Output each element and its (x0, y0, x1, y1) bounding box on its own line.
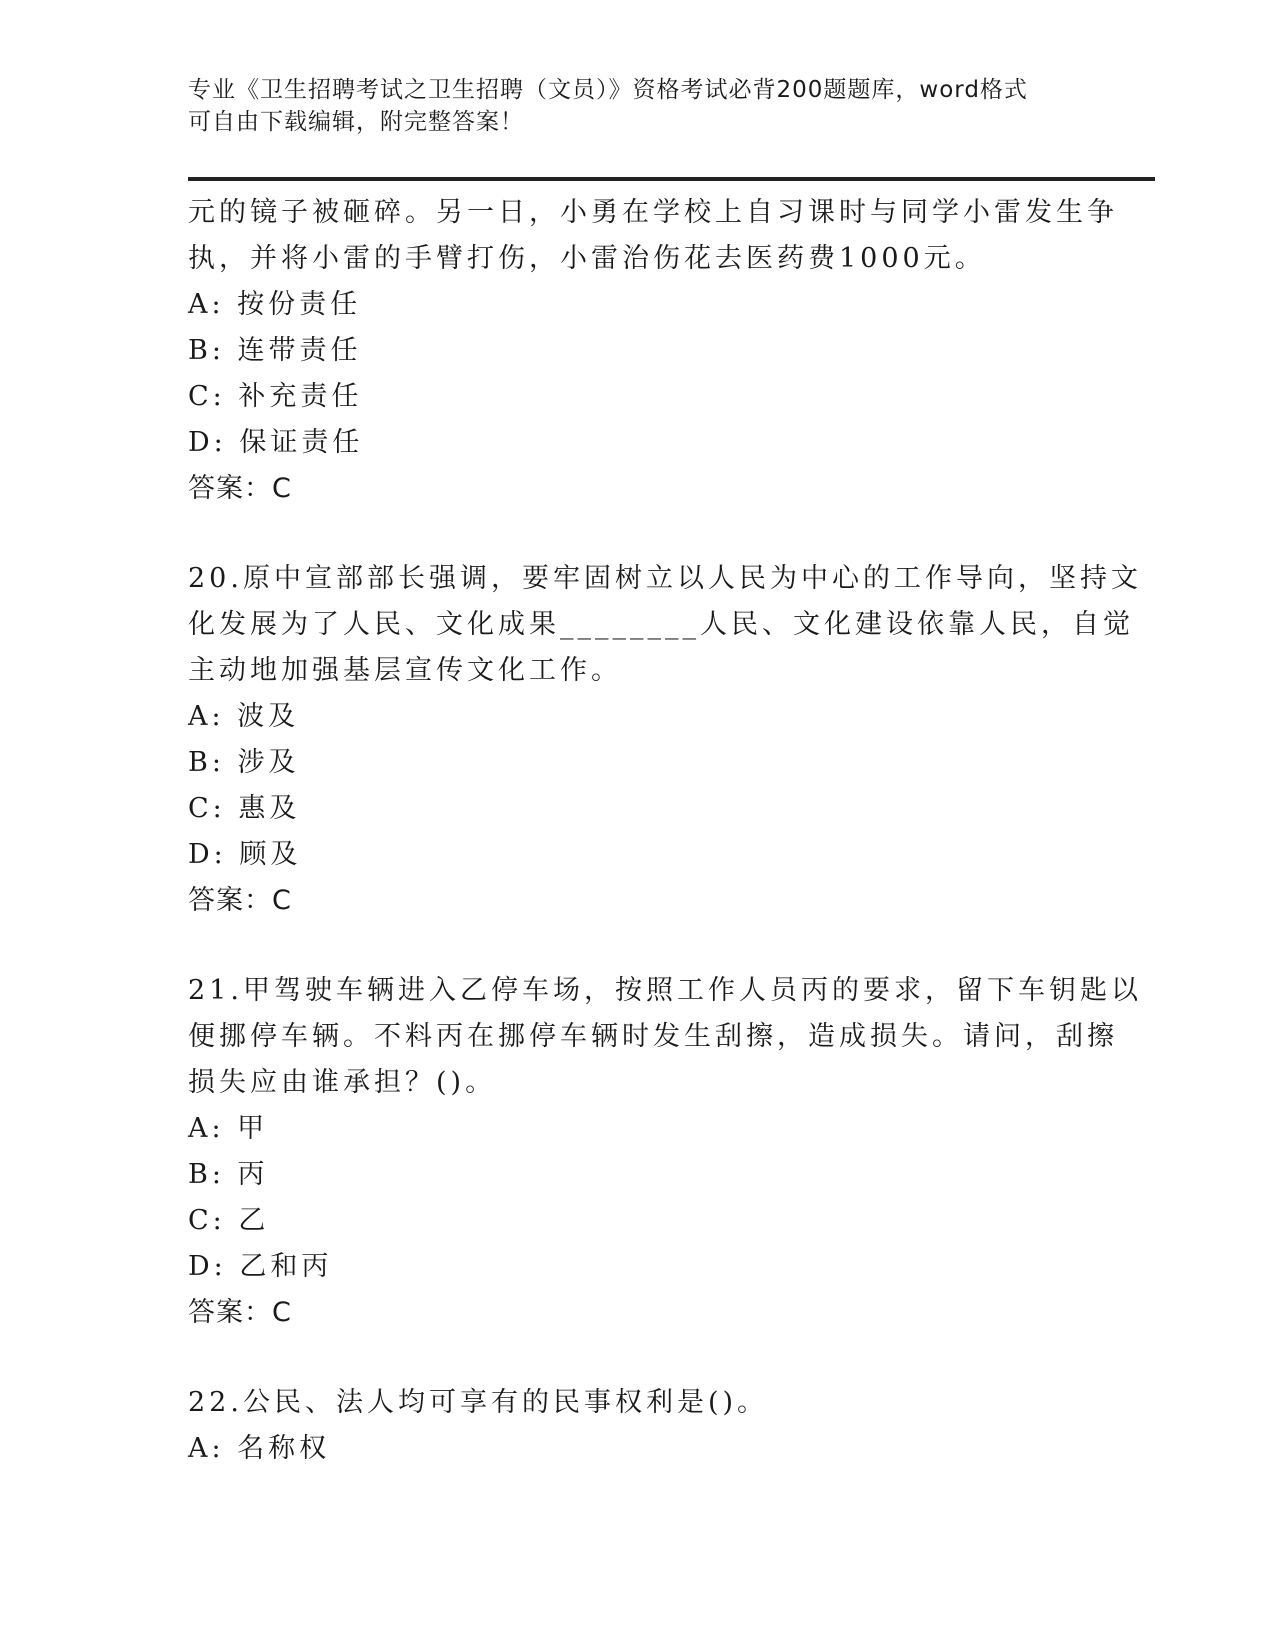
option-a: A: 波及 (188, 701, 300, 732)
answer-line: 答案：C (188, 885, 292, 916)
question-20 (188, 556, 1142, 924)
option-b: B: 连带责任 (188, 335, 362, 366)
option-d: D: 顾及 (188, 839, 302, 870)
question-text-line: 20.原中宣部部长强调，要牢固树立以人民为中心的工作导向，坚持文 (188, 563, 1142, 594)
option-d: D: 乙和丙 (188, 1251, 333, 1282)
question-text-line: 元的镜子被砸碎。另一日，小勇在学校上自习课时与同学小雷发生争 (188, 197, 1118, 228)
question-21 (188, 968, 1142, 1336)
option-d: D: 保证责任 (188, 427, 364, 458)
header-line-2: 可自由下载编辑，附完整答案！ (188, 109, 524, 135)
header-double-rule (188, 177, 1155, 181)
option-b: B: 丙 (188, 1159, 269, 1190)
option-c: C: 补充责任 (188, 381, 363, 412)
document-body (188, 190, 1142, 1472)
answer-line: 答案：C (188, 1297, 292, 1328)
option-a: A: 甲 (188, 1113, 269, 1144)
option-c: C: 乙 (188, 1205, 270, 1236)
header-line-1: 专业《卫生招聘考试之卫生招聘（文员）》资格考试必背200题题库，word格式 (188, 77, 1028, 103)
question-text-line: 22.公民、法人均可享有的民事权利是()。 (188, 1387, 769, 1418)
question-text-line: 主动地加强基层宣传文化工作。 (188, 655, 622, 686)
page-header (188, 74, 1088, 138)
question-text-line: 便挪停车辆。不料丙在挪停车辆时发生刮擦，造成损失。请问，刮擦 (188, 1021, 1118, 1052)
option-b: B: 涉及 (188, 747, 300, 778)
option-a: A: 按份责任 (188, 289, 362, 320)
question-text-line: 21.甲驾驶车辆进入乙停车场，按照工作人员丙的要求，留下车钥匙以 (188, 975, 1142, 1006)
answer-line: 答案：C (188, 473, 292, 504)
question-19-continuation (188, 190, 1118, 512)
question-text-line: 损失应由谁承担？()。 (188, 1067, 497, 1098)
question-text-line: 执，并将小雷的手臂打伤，小雷治伤花去医药费1000元。 (188, 243, 986, 274)
option-c: C: 惠及 (188, 793, 301, 824)
question-text-line: 化发展为了人民、文化成果________人民、文化建设依靠人民，自觉 (188, 609, 1134, 640)
option-a: A: 名称权 (188, 1433, 331, 1464)
question-22 (188, 1380, 1088, 1472)
